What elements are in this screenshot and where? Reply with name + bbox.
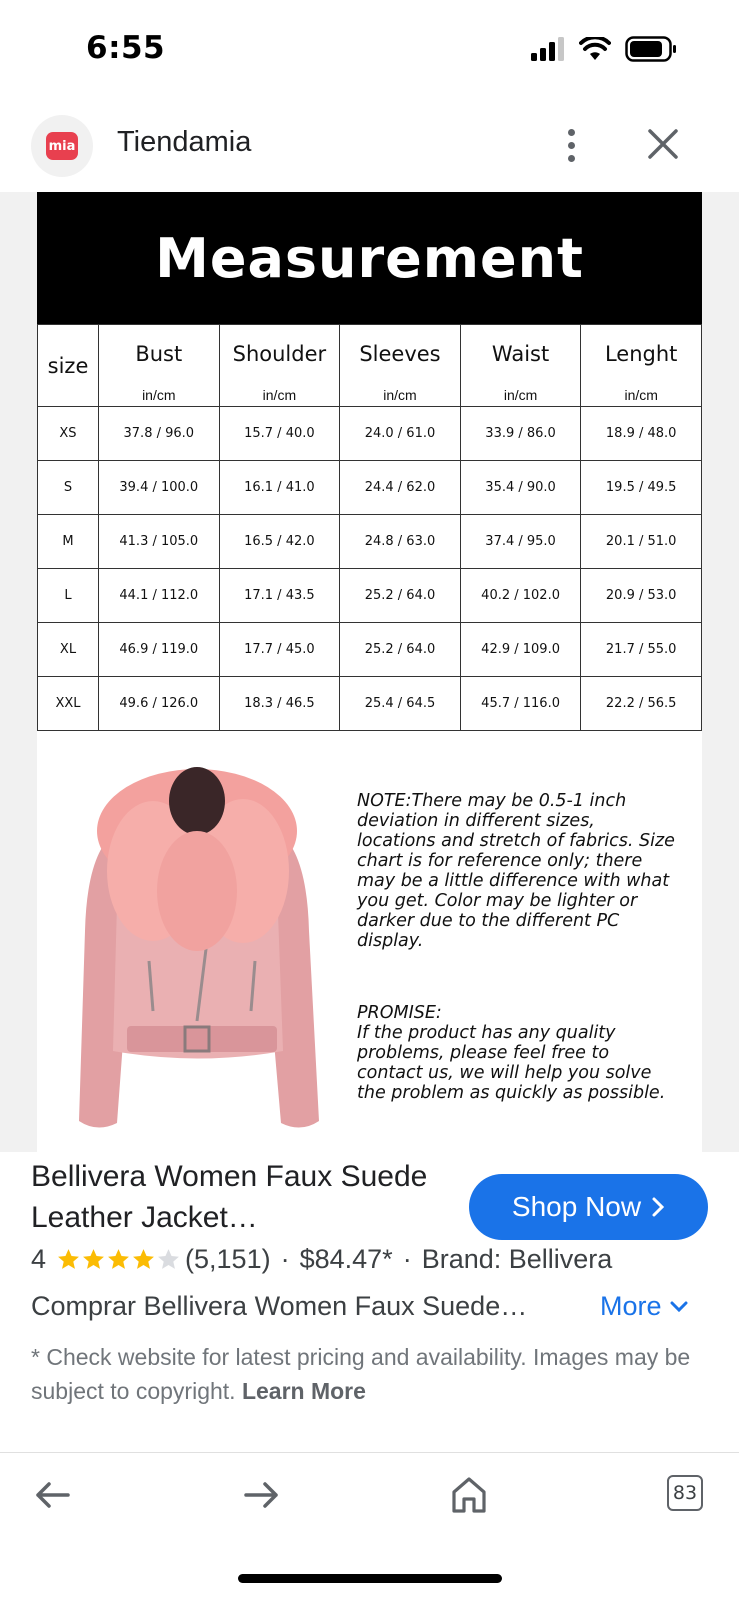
product-image: [37, 192, 702, 1152]
unit-label: in/cm: [581, 384, 702, 407]
table-cell: 19.5 / 49.5: [581, 461, 702, 515]
price: $84.47*: [299, 1244, 393, 1274]
unit-label: in/cm: [340, 384, 461, 407]
star-rating: [56, 1247, 181, 1272]
table-row: [38, 569, 702, 623]
product-info: [0, 1152, 739, 1452]
chevron-right-icon: [651, 1196, 665, 1218]
review-count: (5,151): [185, 1244, 271, 1274]
table-cell: 17.1 / 43.5: [219, 569, 340, 623]
table-cell: 25.4 / 64.5: [340, 677, 461, 731]
table-cell: 25.2 / 64.0: [340, 623, 461, 677]
promise-text: PROMISE: If the product has any quality problems, please feel free to contact us, we will help you solve the problem as quickly as possible.: [357, 1003, 666, 1103]
table-cell: 40.2 / 102.0: [460, 569, 581, 623]
table-cell: 46.9 / 119.0: [99, 623, 220, 677]
table-row: [38, 407, 702, 461]
close-icon[interactable]: [645, 126, 681, 162]
signal-icon: [531, 37, 565, 61]
table-cell: 24.8 / 63.0: [340, 515, 461, 569]
shop-now-button[interactable]: [469, 1174, 708, 1240]
table-cell: 15.7 / 40.0: [219, 407, 340, 461]
chevron-down-icon: [670, 1301, 688, 1313]
table-cell: 35.4 / 90.0: [460, 461, 581, 515]
status-time: 6:55: [86, 30, 166, 66]
site-logo-mark: mia: [46, 132, 78, 160]
brand: Brand: Bellivera: [421, 1244, 613, 1274]
measurement-banner: [37, 192, 702, 324]
star-icon: [106, 1247, 131, 1272]
size-cell: M: [38, 515, 99, 569]
column-header: Waist: [460, 325, 581, 384]
table-cell: 37.8 / 96.0: [99, 407, 220, 461]
rating-line: [31, 1244, 612, 1275]
table-cell: 20.1 / 51.0: [581, 515, 702, 569]
table-cell: 25.2 / 64.0: [340, 569, 461, 623]
product-description: Comprar Bellivera Women Faux Suede…: [31, 1291, 528, 1321]
site-logo: [31, 115, 93, 177]
banner-title: Measurement: [155, 226, 584, 290]
table-cell: 49.6 / 126.0: [99, 677, 220, 731]
star-icon: [131, 1247, 156, 1272]
table-cell: 41.3 / 105.0: [99, 515, 220, 569]
size-cell: XS: [38, 407, 99, 461]
column-header: Shoulder: [219, 325, 340, 384]
table-cell: 16.1 / 41.0: [219, 461, 340, 515]
separator: ·: [280, 1244, 290, 1274]
learn-more-link[interactable]: Learn More: [241, 1378, 366, 1404]
back-button[interactable]: [30, 1473, 74, 1517]
status-bar: [0, 0, 739, 100]
table-cell: 33.9 / 86.0: [460, 407, 581, 461]
table-cell: 39.4 / 100.0: [99, 461, 220, 515]
table-cell: 20.9 / 53.0: [581, 569, 702, 623]
size-cell: L: [38, 569, 99, 623]
star-icon: [81, 1247, 106, 1272]
more-button[interactable]: [600, 1291, 688, 1322]
table-cell: 22.2 / 56.5: [581, 677, 702, 731]
forward-arrow-icon: [244, 1480, 280, 1510]
unit-label: in/cm: [219, 384, 340, 407]
rating-value: 4: [31, 1244, 47, 1274]
size-cell: XL: [38, 623, 99, 677]
dot-icon: [568, 155, 575, 162]
table-cell: 45.7 / 116.0: [460, 677, 581, 731]
disclaimer-text: * Check website for latest pricing and availability. Images may be subject to copyright.: [31, 1344, 691, 1404]
image-viewer[interactable]: [0, 192, 739, 1152]
battery-icon: [625, 36, 677, 62]
product-illustration-area: [37, 731, 702, 1151]
size-cell: S: [38, 461, 99, 515]
size-chart-table: [37, 324, 702, 731]
column-header: Sleeves: [340, 325, 461, 384]
table-row: [38, 677, 702, 731]
dot-icon: [568, 129, 575, 136]
table-row: [38, 461, 702, 515]
table-cell: 18.3 / 46.5: [219, 677, 340, 731]
column-header: Bust: [99, 325, 220, 384]
note-text: NOTE:There may be 0.5-1 inch deviation in different sizes, locations and stretch of fabrics. Size chart is for reference only; there may be a little difference with what you get. Color may be lighter or darker due to the different PC display.: [357, 791, 675, 951]
size-cell: XXL: [38, 677, 99, 731]
site-title: Tiendamia: [117, 126, 252, 158]
table-cell: 37.4 / 95.0: [460, 515, 581, 569]
table-cell: 24.0 / 61.0: [340, 407, 461, 461]
browser-header: [0, 108, 739, 192]
jacket-illustration: [57, 761, 337, 1141]
table-cell: 42.9 / 109.0: [460, 623, 581, 677]
separator: ·: [402, 1244, 412, 1274]
table-cell: 21.7 / 55.0: [581, 623, 702, 677]
disclaimer: [31, 1340, 711, 1408]
home-button[interactable]: [447, 1473, 491, 1517]
unit-label: in/cm: [99, 384, 220, 407]
unit-label: in/cm: [460, 384, 581, 407]
table-cell: 17.7 / 45.0: [219, 623, 340, 677]
status-icons: [531, 36, 677, 62]
table-cell: 16.5 / 42.0: [219, 515, 340, 569]
table-cell: 24.4 / 62.0: [340, 461, 461, 515]
home-icon: [450, 1476, 488, 1514]
dot-icon: [568, 142, 575, 149]
wifi-icon: [579, 37, 611, 61]
table-row: [38, 623, 702, 677]
star-icon: [56, 1247, 81, 1272]
back-arrow-icon: [34, 1480, 70, 1510]
product-title[interactable]: Bellivera Women Faux Suede Leather Jacket…: [31, 1160, 428, 1234]
table-cell: 18.9 / 48.0: [581, 407, 702, 461]
home-indicator[interactable]: [238, 1574, 502, 1583]
more-options-button[interactable]: [556, 120, 586, 170]
column-header: Lenght: [581, 325, 702, 384]
tabs-button[interactable]: 83: [667, 1475, 703, 1511]
table-row: [38, 515, 702, 569]
forward-button[interactable]: [240, 1473, 284, 1517]
shop-now-label: Shop Now: [511, 1191, 642, 1222]
more-label: More: [600, 1291, 662, 1321]
table-cell: 44.1 / 112.0: [99, 569, 220, 623]
star-empty-icon: [156, 1247, 181, 1272]
size-header: size: [38, 325, 99, 407]
